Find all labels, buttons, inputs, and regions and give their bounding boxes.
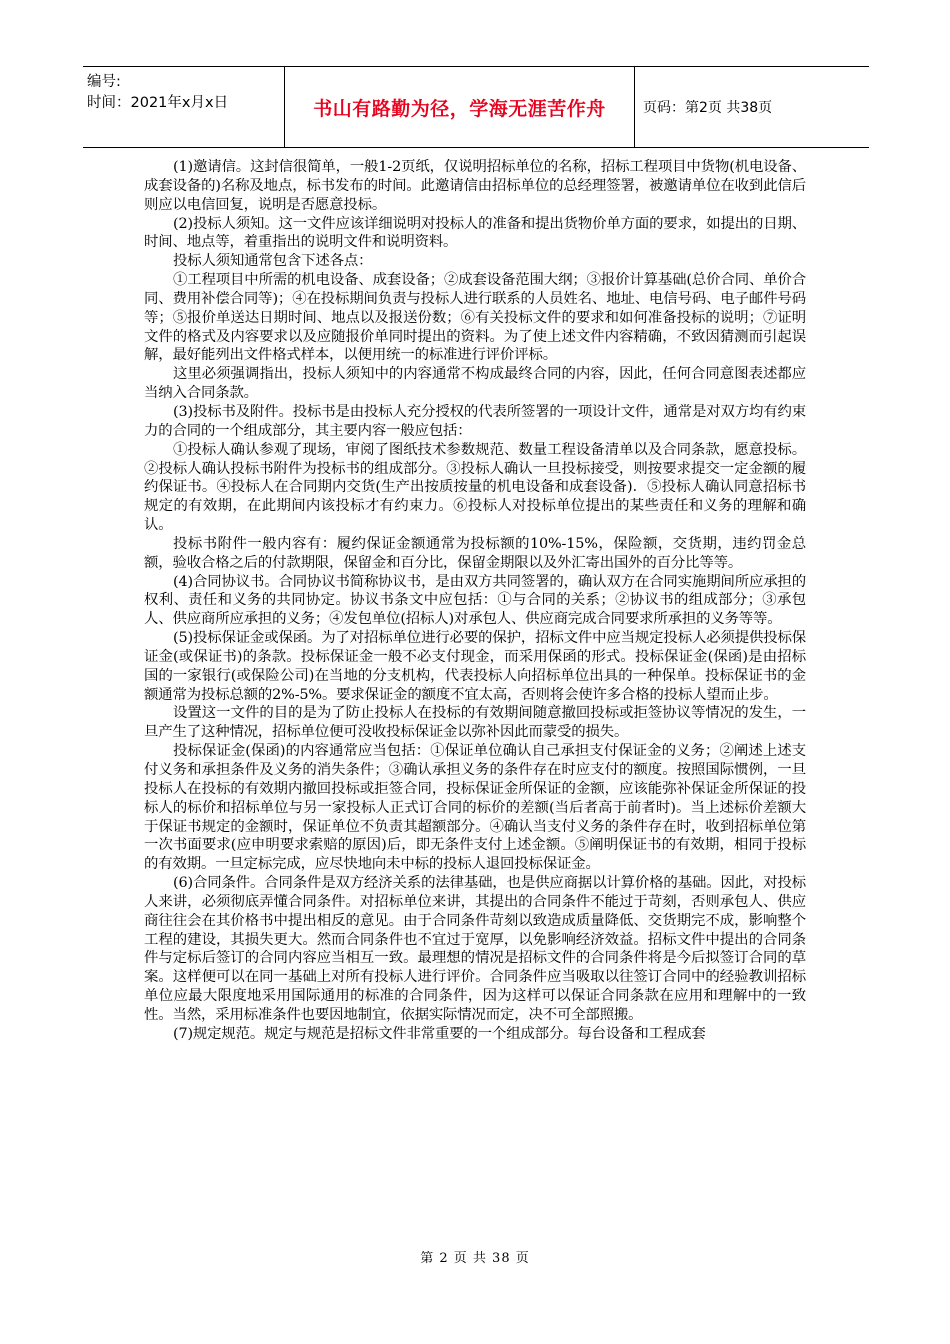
paragraph: (2)投标人须知。这一文件应该详细说明对投标人的准备和提出货物价单方面的要求，如提出的日期、时间、地点等，着重指出的说明文件和说明资料。 xyxy=(144,215,806,251)
paragraph: ①工程项目中所需的机电设备、成套设备；②成套设备范围大纲；③报价计算基础(总价合同、单价合同、费用补偿合同等)；④在投标期间负责与投标人进行联系的人员姓名、地址、电信号码、电子邮件号码等；⑤报价单送达日期时间、地点以及报送份数；⑥有关投标文件的要求和如何准备投标的说明；⑦证明文件的格式及内容要求以及应随报价单同时提出的资料。为了使上述文件内容精确，不致因猜测而引起误解，最好能列出文件格式样本，以便用统一的标准进行评价评标。 xyxy=(144,272,806,364)
paragraph: 设置这一文件的目的是为了防止投标人在投标的有效期间随意撤回投标或拒签协议等情况的发生，一旦产生了这种情况，招标单位便可没收投标保证金以弥补因此而蒙受的损失。 xyxy=(144,705,806,741)
header-motto: 书山有路勤为径，学海无涯苦作舟 xyxy=(285,67,635,147)
paragraph: ①投标人确认参观了现场，审阅了图纸技术参数规范、数量工程设备清单以及合同条款，愿意投标。②投标人确认投标书附件为投标书的组成部分。③投标人确认一旦投标接受，则按要求提交一定金额的履约保证书。④投标人在合同期内交货(生产出按质按量的机电设备和成套设备)．⑤投标人确认同意招标书规定的有效期，在此期间内该投标才有约束力。⑥投标人对投标单位提出的某些责任和义务的理解和确认。 xyxy=(144,441,806,534)
paragraph: (3)投标书及附件。投标书是由投标人充分授权的代表所签署的一项设计文件，通常是对双方均有约束力的合同的一个组成部分，其主要内容一般应包括： xyxy=(144,403,806,439)
paragraph: (4)合同协议书。合同协议书简称协议书，是由双方共同签署的，确认双方在合同实施期间所应承担的权利、责任和义务的共同协定。协议书条文中应包括：①与合同的关系；②协议书的组成部分；③承包人、供应商所应承担的义务；④发包单位(招标人)对承包人、供应商完成合同要求所承担的义务等等。 xyxy=(144,573,806,628)
paragraph: 投标人须知通常包含下述各点： xyxy=(173,253,373,270)
document-body xyxy=(144,158,806,1044)
paragraph: (5)投标保证金或保函。为了对招标单位进行必要的保护，招标文件中应当规定投标人必须提供投标保证金(或保证书)的条款。投标保证金一般不必支付现金，而采用保函的形式。投标保证金(保函)是由招标国的一家银行(或保险公司)在当地的分支机构，代表投标人向招标单位出具的一种保单。投标保证书的金额通常为投标总额的2%-5%。要求保证金的额度不宜太高，否则将会使许多合格的投标人望而止步。 xyxy=(144,630,806,703)
paragraph: 投标书附件一般内容有：履约保证金额通常为投标额的10%-15%，保险额，交货期，违约罚金总额，验收合格之后的付款期限，保留金和百分比，保留金期限以及外汇寄出国外的百分比等等。 xyxy=(144,535,806,571)
header-page-info: 页码：第2页 共38页 xyxy=(643,100,773,116)
paragraph: 这里必须强调指出，投标人须知中的内容通常不构成最终合同的内容，因此，任何合同意图表述都应当纳入合同条款。 xyxy=(144,366,806,402)
paragraph: (6)合同条件。合同条件是双方经济关系的法律基础，也是供应商据以计算价格的基础。因此，对投标人来讲，必须彻底弄懂合同条件。对招标单位来讲，其提出的合同条件不能过于苛刻，否则承包人、供应商往往会在其价格书中提出相反的意见。由于合同条件苛刻以致造成质量降低、交货期完不成，影响整个工程的建设，其损失更大。然而合同条件也不宜过于宽厚，以免影响经济效益。招标文件中提出的合同条件与定标后签订的合同内容应当相互一致。最理想的情况是招标文件的合同条件将是今后拟签订合同的草案。这样便可以在同一基础上对所有投标人进行评价。合同条件应当吸取以往签订合同中的经验教训招标单位应最大限度地采用国际通用的标准的合同条件，因为这样可以保证合同条款在应用和理解中的一致性。当然，采用标准条件也要因地制宜，依据实际情况而定，决不可全部照搬。 xyxy=(144,875,806,1023)
time-label: 时间：2021年x月x日 xyxy=(87,95,229,111)
paragraph: 投标保证金(保函)的内容通常应当包括：①保证单位确认自己承担支付保证金的义务；②阐述上述支付义务和承担条件及义务的消失条件；③确认承担义务的条件存在时应支付的额度。按照国际惯例，一旦投标人在投标的有效期内撤回投标或拒签合同，投标保证金所保证的金额，应该能弥补保证金所保证的投标人的标价和招标单位与另一家投标人正式订合同的标价的差额(当后者高于前者时)。当上述标价差额大于保证书规定的金额时，保证单位不负责其超额部分。④确认当支付义务的条件存在时，收到招标单位第一次书面要求(应申明要求索赔的原因)后，即无条件支付上述金额。⑤阐明保证书的有效期，相同于投标的有效期。一旦定标完成，应尽快地向未中标的投标人退回投标保证金。 xyxy=(144,743,806,873)
paragraph: (7)规定规范。规定与规范是招标文件非常重要的一个组成部分。每台设备和工程成套 xyxy=(173,1025,706,1042)
page-footer: 第 2 页 共 38 页 xyxy=(420,1251,530,1266)
paragraph: (1)邀请信。这封信很简单，一般1-2页纸，仅说明招标单位的名称，招标工程项目中货物(机电设备、成套设备的)名称及地点，标书发布的时间。此邀请信由招标单位的总经理签署，被邀请单位在收到此信后则应以电信回复，说明是否愿意投标。 xyxy=(144,159,806,213)
header-meta xyxy=(83,67,285,147)
serial-label: 编号: xyxy=(87,74,121,90)
page-header xyxy=(83,66,869,148)
